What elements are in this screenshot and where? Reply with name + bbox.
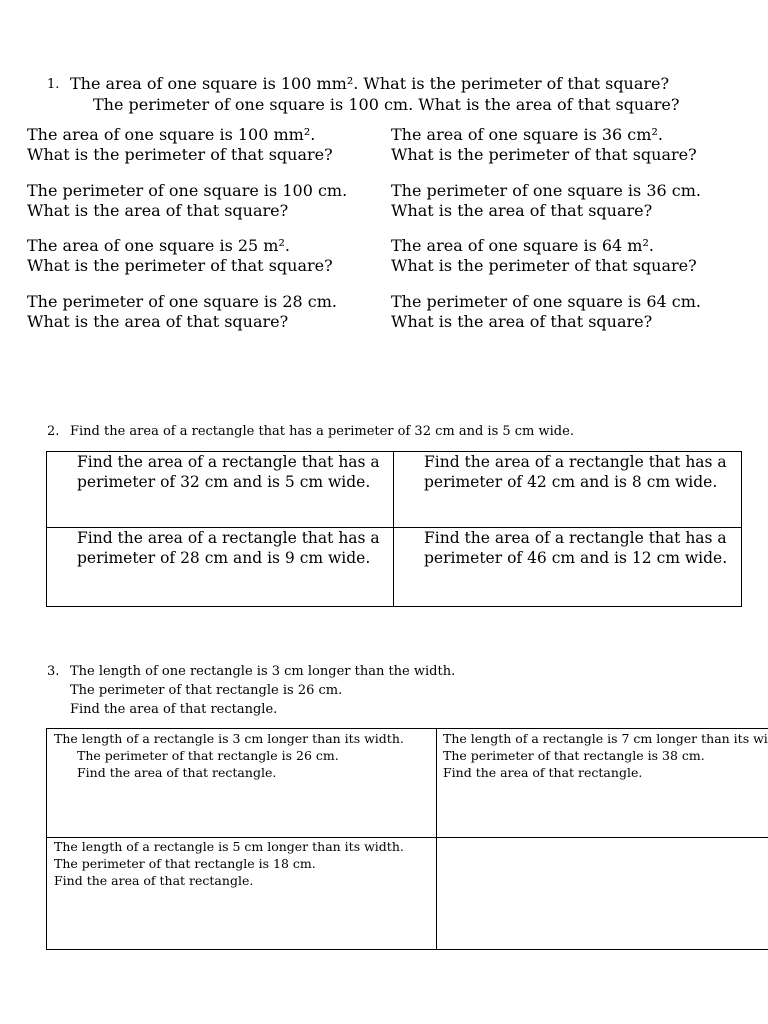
q3-table-bottom (46, 949, 768, 950)
q1-item-1b: What is the perimeter of that square? (27, 145, 333, 164)
q3-line1: The length of one rectangle is 3 cm longer than the width. (70, 664, 456, 679)
q1-item-4a: The perimeter of one square is 36 cm. (391, 181, 701, 200)
q3-cell-1 (54, 730, 404, 781)
q1-number: 1. (47, 77, 60, 92)
q1-item-7b: What is the area of that square? (27, 312, 289, 331)
q2-cell-1 (77, 452, 380, 492)
q3-cell-2 (443, 730, 768, 781)
q3-cell-1-line1: The length of a rectangle is 3 cm longer than its width. (54, 731, 404, 746)
q3-line3: Find the area of that rectangle. (70, 702, 278, 717)
q1-item-6a: The area of one square is 64 m². (391, 236, 654, 255)
q3-cell-3-line3: Find the area of that rectangle. (54, 873, 254, 888)
q2-cell-4-line2: perimeter of 46 cm and is 12 cm wide. (424, 549, 728, 567)
q3-table-top (46, 728, 768, 729)
q3-table-divider-v (436, 728, 437, 950)
q2-cell-3-line1: Find the area of a rectangle that has a (77, 529, 380, 547)
q1-item-3a: The perimeter of one square is 100 cm. (27, 181, 348, 200)
q2-table-divider-v (393, 451, 394, 607)
q1-item-2b: What is the perimeter of that square? (391, 145, 697, 164)
q1-item-6b: What is the perimeter of that square? (391, 256, 697, 275)
q1-item-3b: What is the area of that square? (27, 201, 289, 220)
q2-cell-4 (424, 528, 727, 568)
q1-item-2a: The area of one square is 36 cm². (391, 125, 663, 144)
q3-cell-2-line3: Find the area of that rectangle. (443, 765, 643, 780)
q3-cell-3-line1: The length of a rectangle is 5 cm longer than its width. (54, 839, 404, 854)
q1-item-4b: What is the area of that square? (391, 201, 653, 220)
q2-cell-3-line2: perimeter of 28 cm and is 9 cm wide. (77, 549, 371, 567)
q2-cell-2-line2: perimeter of 42 cm and is 8 cm wide. (424, 473, 718, 491)
q2-cell-3 (77, 528, 380, 568)
q1-item-8a: The perimeter of one square is 64 cm. (391, 292, 701, 311)
q3-cell-1-line2: The perimeter of that rectangle is 26 cm. (77, 748, 339, 763)
q1-item-8b: What is the area of that square? (391, 312, 653, 331)
q2-cell-4-line1: Find the area of a rectangle that has a (424, 529, 727, 547)
q2-cell-2 (424, 452, 727, 492)
q1-line1: The area of one square is 100 mm². What is the perimeter of that square? (70, 74, 670, 93)
q3-cell-3-line2: The perimeter of that rectangle is 18 cm. (54, 856, 316, 871)
q1-item-5a: The area of one square is 25 m². (27, 236, 290, 255)
q2-cell-1-line1: Find the area of a rectangle that has a (77, 453, 380, 471)
q3-cell-2-line2: The perimeter of that rectangle is 38 cm. (443, 748, 705, 763)
q1-line2: The perimeter of one square is 100 cm. What is the area of that square? (93, 95, 680, 114)
q1-item-5b: What is the perimeter of that square? (27, 256, 333, 275)
q3-cell-1-line3: Find the area of that rectangle. (77, 765, 277, 780)
q2-cell-2-line1: Find the area of a rectangle that has a (424, 453, 727, 471)
q2-cell-1-line2: perimeter of 32 cm and is 5 cm wide. (77, 473, 371, 491)
q3-cell-3 (54, 838, 404, 889)
q3-cell-2-line1: The length of a rectangle is 7 cm longer than its wi (443, 731, 768, 746)
q3-line2: The perimeter of that rectangle is 26 cm. (70, 683, 343, 698)
q3-number: 3. (47, 664, 60, 679)
q2-number: 2. (47, 424, 60, 439)
q2-text: Find the area of a rectangle that has a perimeter of 32 cm and is 5 cm wide. (70, 424, 574, 439)
q3-table-left (46, 728, 47, 950)
q1-item-1a: The area of one square is 100 mm². (27, 125, 316, 144)
q1-item-7a: The perimeter of one square is 28 cm. (27, 292, 337, 311)
